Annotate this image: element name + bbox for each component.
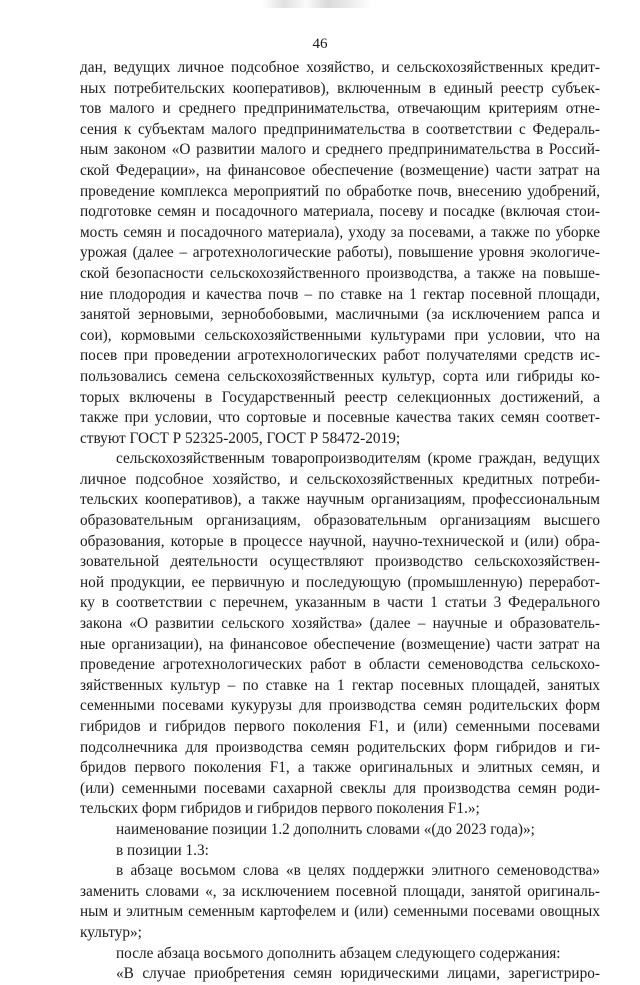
text-line: ку в соответствии с перечнем, указанным в части 1 статьи 3 Федерального bbox=[80, 594, 600, 612]
text-line: ской безопасности сельскохозяйственного производства, а также на повыше- bbox=[80, 264, 600, 282]
text-line: посев при проведении агротехнологических работ получателями средств ис- bbox=[80, 347, 600, 365]
text-line: «В случае приобретения семян юридическими лицами, зарегистриро- bbox=[116, 965, 600, 983]
text-line: торых включены в Государственный реестр селекционных достижений, а bbox=[80, 388, 600, 406]
text-line: личное подсобное хозяйство, и сельскохозяйственных кредитных потреби- bbox=[80, 470, 600, 488]
page-number: 46 bbox=[312, 36, 328, 52]
text-line: ным и элитным семенным картофелем и (или) семенными посевами овощных bbox=[80, 903, 600, 921]
text-line: подготовке семян и посадочного материала, посеву и посадке (включая стои- bbox=[80, 203, 600, 221]
text-line: ской Федерации», на финансовое обеспечение (возмещение) части затрат на bbox=[80, 161, 600, 179]
text-line: наименование позиции 1.2 дополнить словами «(до 2023 года)»; bbox=[116, 820, 535, 838]
text-line: дан, ведущих личное подсобное хозяйство, и сельскохозяйственных кредит- bbox=[80, 59, 600, 76]
text-line: заменить словами «, за исключением посевной площади, занятой оригиналь- bbox=[80, 882, 600, 900]
text-line: в абзаце восьмом слова «в целях поддержки элитного семеноводства» bbox=[116, 862, 600, 880]
text-line: ние плодородия и качества почв – по ставке на 1 гектар посевной площади, bbox=[80, 285, 600, 303]
text-line: (или) семенными посевами сахарной свеклы для производства семян роди- bbox=[80, 779, 600, 797]
text-line: мость семян и посадочного материала), уходу за посевами, а также по уборке bbox=[80, 223, 600, 241]
text-line: тельских кооперативов), а также научным организациям, профессиональным bbox=[80, 491, 600, 509]
text-line: ных потребительских кооперативов), включенным в единый реестр субъек- bbox=[80, 79, 600, 97]
text-line: сельскохозяйственным товаропроизводителям (кроме граждан, ведущих bbox=[116, 450, 600, 468]
text-line: тов малого и среднего предпринимательства, отвечающим критериям отне- bbox=[80, 100, 600, 118]
text-line: урожая (далее – агротехнологические работы), повышение уровня экологиче- bbox=[80, 244, 600, 262]
text-line: образования, которые в процессе научной, научно-технической и (или) обра- bbox=[80, 532, 600, 550]
text-line: в позиции 1.3: bbox=[116, 841, 209, 859]
text-line: ствуют ГОСТ Р 52325-2005, ГОСТ Р 58472-2019; bbox=[80, 429, 401, 447]
text-line: пользовались семена сельскохозяйственных культур, сорта или гибриды ко- bbox=[80, 367, 600, 385]
text-line: сои), кормовыми сельскохозяйственными культурами при условии, что на bbox=[80, 326, 600, 344]
text-line: образовательным организациям, образовательным организациям высшего bbox=[80, 512, 600, 530]
text-line: ным законом «О развитии малого и среднего предпринимательства в Россий- bbox=[80, 141, 600, 159]
text-line: проведение агротехнологических работ в области семеноводства сельскохо- bbox=[80, 656, 600, 674]
text-line: зовательной деятельности осуществляют производство сельскохозяйствен- bbox=[80, 553, 600, 571]
text-line: также при условии, что сортовые и посевные качества таких семян соответ- bbox=[80, 409, 600, 427]
text-line: гибридов и гибридов первого поколения F1, и (или) семенными посевами bbox=[80, 718, 600, 735]
text-line: закона «О развитии сельского хозяйства» (далее – научные и образователь- bbox=[80, 615, 600, 633]
text-line: ные организации), на финансовое обеспечение (возмещение) части затрат на bbox=[80, 635, 600, 653]
text-line: семенными посевами кукурузы для производства семян родительских форм bbox=[80, 697, 600, 715]
text-line: после абзаца восьмого дополнить абзацем следующего содержания: bbox=[116, 944, 561, 962]
scan-artifact bbox=[262, 0, 372, 8]
text-line: проведение комплекса мероприятий по обработке почв, внесению удобрений, bbox=[80, 182, 600, 200]
text-line: сения к субъектам малого предпринимательства в соответствии с Федераль- bbox=[80, 120, 600, 138]
document-body bbox=[80, 58, 600, 985]
text-line: культур»; bbox=[80, 923, 142, 941]
text-line: подсолнечника для производства семян родительских форм гибридов и ги- bbox=[80, 738, 600, 756]
text-line: зяйственных культур – по ставке на 1 гектар посевных площадей, занятых bbox=[80, 676, 600, 694]
text-line: занятой зерновыми, зернобобовыми, масличными (за исключением рапса и bbox=[80, 306, 600, 324]
text-line: тельских форм гибридов и гибридов первого поколения F1.»; bbox=[80, 800, 480, 818]
text-line: ной продукции, ее первичную и последующую (промышленную) переработ- bbox=[80, 573, 600, 591]
text-line: бридов первого поколения F1, а также оригинальных и элитных семян, и bbox=[80, 759, 600, 777]
